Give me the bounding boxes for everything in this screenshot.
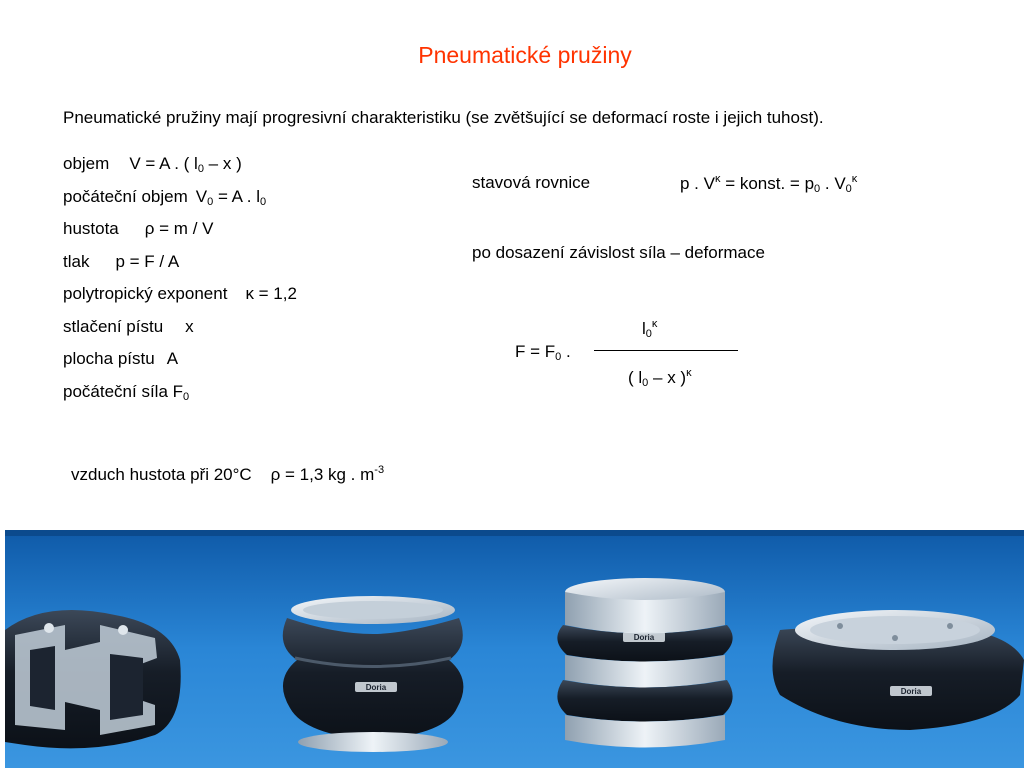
formula-part: p . V bbox=[680, 174, 715, 193]
definition-density bbox=[63, 217, 297, 250]
formula-part: l bbox=[642, 319, 646, 338]
air-density-formula: ρ = 1,3 kg . m bbox=[270, 465, 375, 484]
subscript: 0 bbox=[183, 390, 190, 403]
substitution-text: po dosazení závislost síla – deformace bbox=[472, 243, 765, 262]
fraction-denominator bbox=[628, 367, 692, 389]
intro-text: Pneumatické pružiny mají progresivní charakteristiku (se zvětšující se deformací roste i jejich tuhost). bbox=[63, 108, 824, 127]
subscript: 0 bbox=[645, 328, 652, 340]
state-equation bbox=[472, 173, 858, 195]
subscript: 0 bbox=[814, 183, 821, 195]
brand-label: Doria bbox=[365, 683, 387, 692]
brand-label: Doria bbox=[900, 687, 922, 696]
definition-volume bbox=[63, 152, 297, 185]
state-equation-formula bbox=[680, 173, 857, 195]
definition-initial-force bbox=[63, 380, 297, 413]
superscript: κ bbox=[714, 173, 721, 185]
definition-label: tlak bbox=[63, 251, 90, 271]
definition-label: plocha pístu bbox=[63, 349, 155, 368]
superscript: κ bbox=[651, 318, 658, 330]
formula-part: F = F bbox=[515, 342, 556, 361]
definition-formula: = A . l bbox=[213, 186, 261, 206]
subscript: 0 bbox=[197, 163, 204, 175]
formula-part: – x ) bbox=[648, 368, 687, 387]
air-density-note bbox=[71, 464, 384, 485]
definition-formula: A bbox=[166, 349, 179, 368]
superscript: κ bbox=[851, 173, 858, 185]
definition-pressure bbox=[63, 250, 297, 283]
definition-formula: – x ) bbox=[203, 154, 242, 173]
force-formula-lhs bbox=[515, 342, 571, 363]
state-equation-label: stavová rovnice bbox=[472, 173, 591, 192]
formula-part: . bbox=[561, 342, 571, 361]
ring-spring bbox=[557, 578, 732, 748]
definition-formula: κ = 1,2 bbox=[245, 284, 297, 303]
air-density-label: vzduch hustota při 20°C bbox=[71, 465, 252, 484]
fraction-numerator bbox=[642, 318, 657, 340]
formula-part: . V bbox=[820, 174, 846, 193]
superscript: κ bbox=[686, 367, 692, 379]
superscript: -3 bbox=[374, 464, 385, 476]
definition-label: počáteční objem bbox=[63, 186, 188, 206]
subscript: 0 bbox=[260, 195, 267, 208]
definition-label: počáteční síla F bbox=[63, 381, 184, 401]
cutaway-spring bbox=[5, 610, 181, 748]
subscript: 0 bbox=[845, 183, 852, 195]
definition-formula: V bbox=[195, 186, 208, 206]
definition-formula: ρ = m / V bbox=[144, 219, 214, 238]
subscript: 0 bbox=[207, 195, 214, 208]
slide-title: Pneumatické pružiny bbox=[418, 42, 632, 68]
subscript: 0 bbox=[555, 351, 562, 363]
formula-part: ( l bbox=[628, 368, 643, 387]
definition-initial-volume bbox=[63, 185, 297, 218]
definition-label: stlačení pístu bbox=[63, 316, 164, 336]
subscript: 0 bbox=[642, 377, 649, 389]
definitions-list bbox=[63, 152, 297, 412]
brand-label: Doria bbox=[633, 633, 655, 642]
fraction-line bbox=[594, 350, 738, 351]
definition-formula: p = F / A bbox=[115, 251, 180, 271]
definition-label: objem bbox=[63, 154, 110, 173]
formula-part: = konst. = p bbox=[720, 174, 815, 193]
definition-label: hustota bbox=[63, 219, 119, 238]
definition-formula: x bbox=[185, 316, 194, 336]
definition-formula: V = A . ( l bbox=[129, 154, 198, 173]
definition-label: polytropický exponent bbox=[63, 284, 228, 303]
definition-compression bbox=[63, 315, 297, 348]
definition-area bbox=[63, 347, 297, 380]
air-springs-photo bbox=[5, 530, 1024, 768]
definition-exponent bbox=[63, 282, 297, 315]
